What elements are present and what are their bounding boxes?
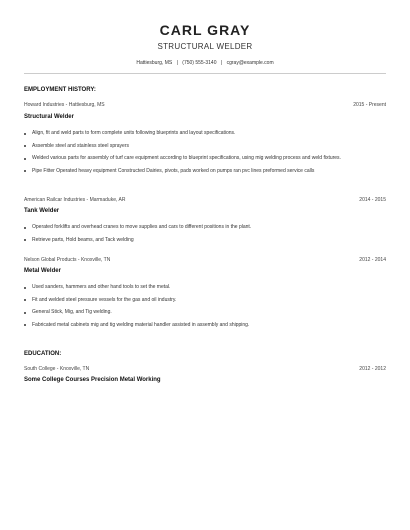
job-title: Metal Welder — [24, 268, 61, 274]
list-item: General Stick, Mig, and Tig welding. — [24, 309, 382, 316]
education-degree: Some College Courses Precision Metal Working — [24, 377, 161, 383]
job-bullets — [24, 284, 382, 334]
candidate-title: STRUCTURAL WELDER — [157, 42, 253, 51]
bullet-icon — [24, 133, 26, 135]
bullet-icon — [24, 287, 26, 289]
education-header — [24, 366, 386, 372]
job-title: Structural Welder — [24, 114, 74, 120]
list-item: Align, fit and weld parts to form complete units following blueprints and layout specifications. — [24, 130, 382, 137]
bullet-icon — [24, 227, 26, 229]
list-item: Used sanders, hammers and other hand tools to set the metal. — [24, 284, 382, 291]
bullet-icon — [24, 324, 26, 326]
job-header — [24, 102, 386, 108]
job-bullets — [24, 224, 382, 249]
job-header — [24, 257, 386, 263]
education-school: South College - Knoxville, TN — [24, 366, 90, 372]
job-bullets — [24, 130, 382, 180]
job-dates: 2015 - Present — [353, 102, 386, 108]
job-header — [24, 197, 386, 203]
list-item: Welded various parts for assembly of turf care equipment according to blueprint specifications, using mig welding process and weld fixtures. — [24, 155, 382, 162]
list-item: Retrieve parts, Hold beams, and Tack welding — [24, 237, 382, 244]
contact-separator: | — [176, 60, 178, 66]
bullet-icon — [24, 239, 26, 241]
list-item: Assemble steel and stainless steel sprayers — [24, 143, 382, 150]
contact-separator: | — [220, 60, 223, 66]
contact-line — [0, 60, 410, 66]
job-company: American Railcar Industries - Marmaduke, AR — [24, 197, 126, 203]
job-title: Tank Welder — [24, 208, 60, 214]
list-item: Pipe Fitter Operated heavy equipment Constructed Dairies, pivots, pads worked on pumps ran pvc lines preformed service calls — [24, 168, 382, 175]
header-divider — [24, 73, 386, 74]
bullet-icon — [24, 312, 26, 314]
contact-phone: (750) 555-3140 — [182, 60, 217, 66]
employment-heading: EMPLOYMENT HISTORY: — [24, 87, 96, 93]
bullet-icon — [24, 299, 26, 301]
job-dates: 2012 - 2014 — [359, 257, 386, 263]
job-company: Nelson Global Products - Knoxville, TN — [24, 257, 111, 263]
contact-email: cgray@example.com — [226, 60, 274, 66]
bullet-icon — [24, 158, 26, 160]
list-item: Fabricated metal cabinets mig and tig welding material handler assisted in assembly and shipping. — [24, 322, 382, 329]
education-dates: 2012 - 2012 — [359, 366, 386, 372]
list-item: Operated forklifts and overhead cranes to move supplies and cars to different positions in the plant. — [24, 224, 382, 231]
contact-location: Hattiesburg, MS — [136, 60, 173, 66]
job-dates: 2014 - 2015 — [359, 197, 386, 203]
bullet-icon — [24, 145, 26, 147]
education-heading: EDUCATION: — [24, 351, 62, 357]
candidate-name: CARL GRAY — [159, 22, 251, 38]
job-company: Howard Industries - Hattiesburg, MS — [24, 102, 105, 108]
list-item: Fit and welded steel pressure vessels for the gas and oil industry. — [24, 297, 382, 304]
bullet-icon — [24, 170, 26, 172]
